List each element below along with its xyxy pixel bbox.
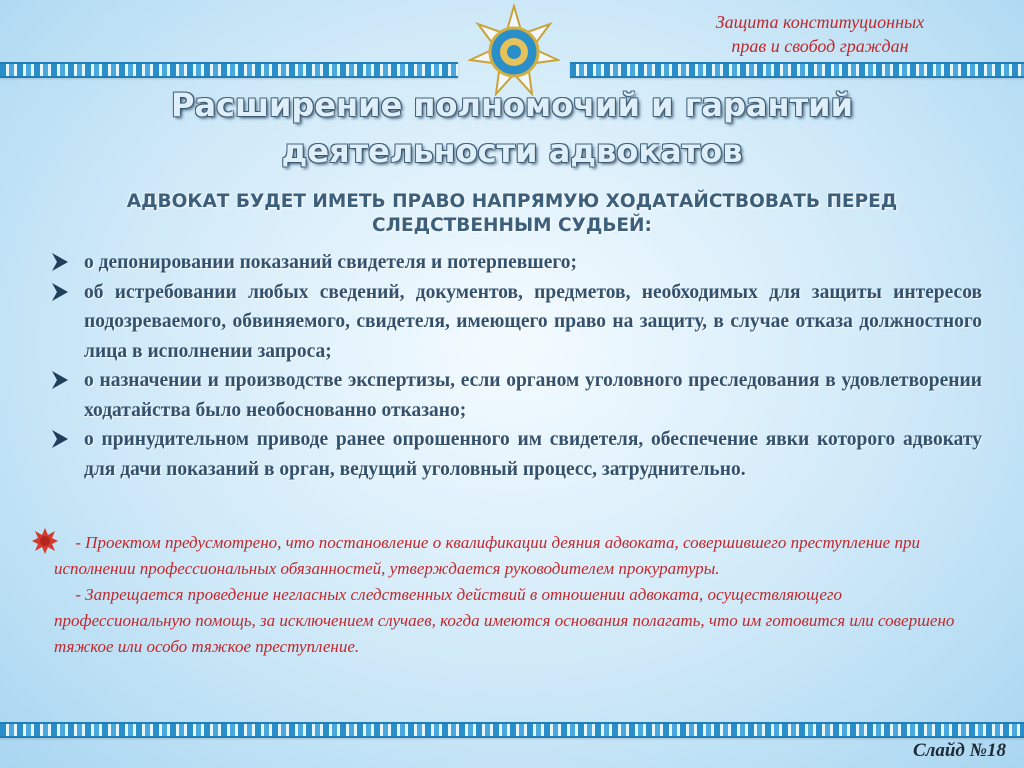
subheading <box>60 190 964 238</box>
title-line2: деятельности адвокатов <box>281 132 743 170</box>
arrow-bullet-icon <box>50 369 70 391</box>
ornament-band-top-right <box>570 62 1024 78</box>
ornament-band-bottom <box>0 722 1024 738</box>
note-paragraph: - Запрещается проведение негласных следственных действий в отношении адвоката, осуществляющего профессиональную помощь, за исключением случаев, когда имеются основания полагать, что им готовится или совершено тяжкое или особо тяжкое преступление. <box>54 585 959 656</box>
note-paragraph: - Проектом предусмотрено, что постановление о квалификации деяния адвоката, совершившего преступление при исполнении профессиональных обязанностей, утверждается руководителем прокуратуры. <box>54 533 925 578</box>
header-caption-line1: Защита конституционных <box>715 12 925 32</box>
list-item <box>48 425 982 484</box>
subheading-line1: АДВОКАТ БУДЕТ ИМЕТЬ ПРАВО НАПРЯМУЮ ХОДАТАЙСТВОВАТЬ ПЕРЕД <box>126 191 898 212</box>
arrow-bullet-icon <box>50 281 70 303</box>
arrow-bullet-icon <box>50 428 70 450</box>
header-caption <box>650 10 990 58</box>
bullet-list <box>48 248 982 484</box>
list-item <box>48 248 982 278</box>
title-line1: Расширение полномочий и гарантий <box>171 86 853 124</box>
list-item <box>48 366 982 425</box>
bullet-text: о назначении и производстве экспертизы, если органом уголовного преследования в удовлетворении ходатайства было необоснованно отказано; <box>84 370 982 421</box>
bullet-text: о принудительном приводе ранее опрошенного им свидетеля, обеспечение явки которого адвокату для дачи показаний в орган, ведущий уголовный процесс, затруднительно. <box>84 429 982 480</box>
bullet-text: об истребовании любых сведений, документов, предметов, необходимых для защиты интересов подозреваемого, обвиняемого, свидетеля, имеющего право на защиту, в случае отказа должностного лица в исполнении запроса; <box>84 281 982 362</box>
slide-number: Слайд №18 <box>912 740 1006 761</box>
ornament-band-top-left <box>0 62 458 78</box>
notes-block <box>54 530 974 660</box>
header-caption-line2: прав и свобод граждан <box>731 36 909 56</box>
page-title <box>100 82 924 174</box>
subheading-line2: СЛЕДСТВЕННЫМ СУДЬЕЙ: <box>372 215 652 236</box>
arrow-bullet-icon <box>50 251 70 273</box>
list-item <box>48 278 982 367</box>
bullet-text: о депонировании показаний свидетеля и потерпевшего; <box>84 252 578 273</box>
